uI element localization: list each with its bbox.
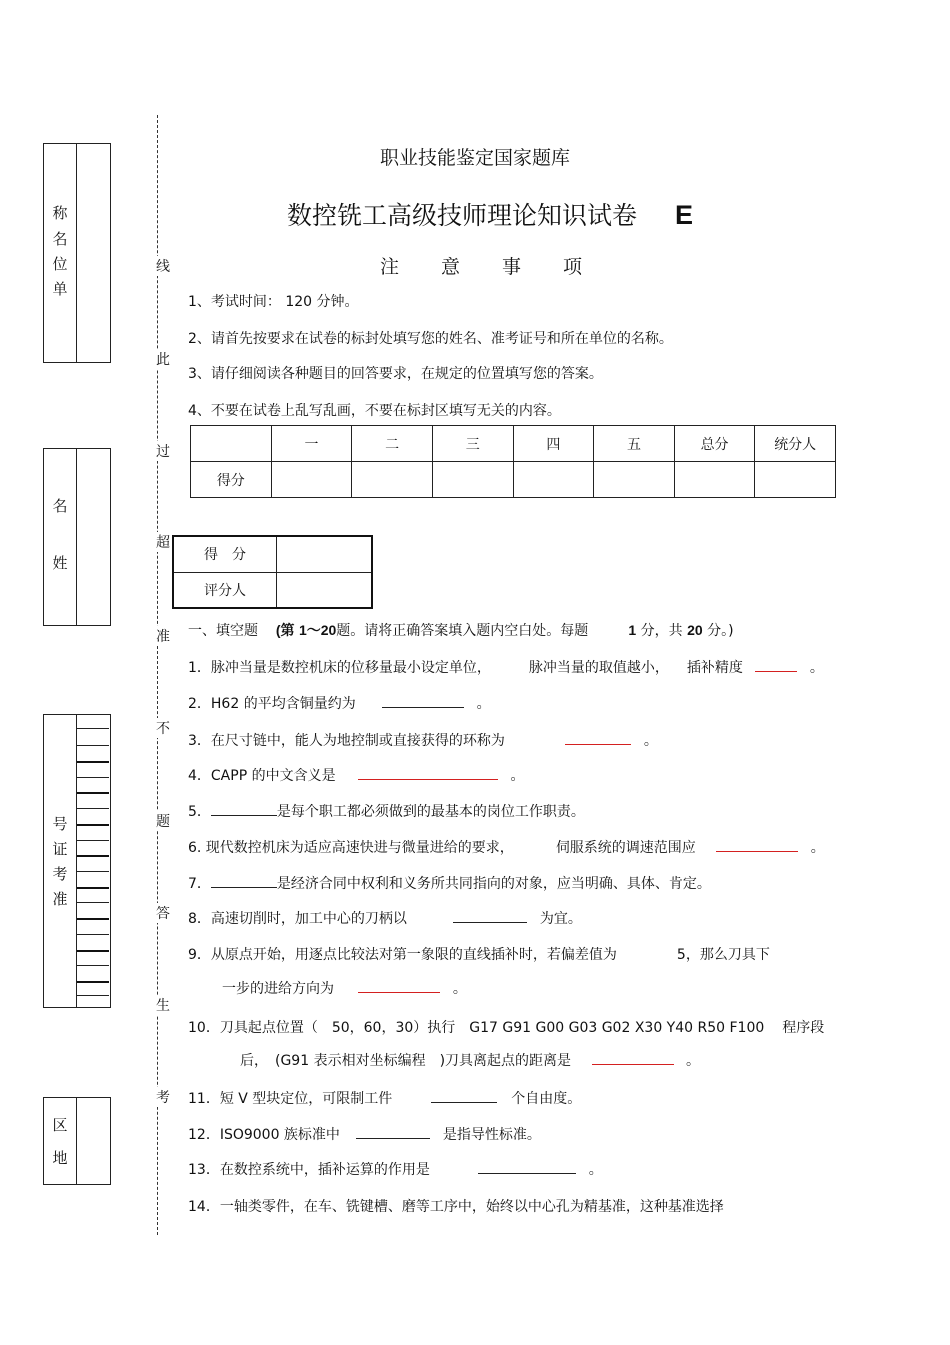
q9-end: 。 bbox=[452, 981, 467, 997]
binding-char: 此 bbox=[153, 349, 173, 369]
section-heading-c: 分，共 bbox=[640, 623, 683, 639]
grader-table bbox=[172, 535, 373, 609]
score-header-cell: 一 bbox=[271, 426, 352, 462]
section-heading-range: 1～20 bbox=[298, 622, 337, 638]
seal-stub bbox=[77, 855, 109, 857]
question-10-cont bbox=[240, 1050, 700, 1070]
section-heading-prefix: 一、填空题 bbox=[188, 623, 258, 639]
score-cell bbox=[352, 462, 433, 498]
q8-answer-blank[interactable] bbox=[453, 908, 527, 923]
seal-char: 位 bbox=[52, 255, 68, 273]
question-10 bbox=[188, 1017, 824, 1037]
seal-stub bbox=[77, 981, 109, 983]
grader-name-cell bbox=[277, 572, 373, 608]
score-header-cell: 三 bbox=[432, 426, 513, 462]
q4-end: 。 bbox=[510, 768, 525, 784]
q1-text-b: 脉冲当量的取值越小， bbox=[528, 660, 669, 676]
seal-char: 名 bbox=[52, 230, 68, 248]
seal-stub bbox=[77, 808, 109, 809]
question-13 bbox=[188, 1159, 603, 1179]
question-5 bbox=[188, 801, 585, 821]
seal-char: 号 bbox=[52, 815, 68, 833]
q2-end: 。 bbox=[476, 696, 491, 712]
question-1 bbox=[188, 657, 824, 677]
seal-box-unit bbox=[43, 143, 111, 363]
org-title: 职业技能鉴定国家题库 bbox=[379, 147, 570, 169]
grader-score-label: 得 分 bbox=[173, 536, 277, 572]
seal-char: 证 bbox=[52, 840, 68, 858]
q5-text-a: 5． bbox=[188, 804, 211, 820]
seal-char: 准 bbox=[52, 890, 68, 908]
q6-answer-blank[interactable] bbox=[716, 837, 798, 852]
q6-end: 。 bbox=[810, 840, 825, 856]
q7-text-b: 是经济合同中权利和义务所共同指向的对象，应当明确、具体、肯定。 bbox=[276, 876, 711, 892]
exam-title-text: 数控铣工高级技师理论知识试卷 bbox=[287, 201, 638, 230]
q9-answer-blank[interactable] bbox=[358, 978, 440, 993]
question-9 bbox=[188, 944, 770, 964]
seal-stub bbox=[77, 871, 109, 872]
q10-text-c: 后， (G91 表示相对坐标编程 )刀具离起点的距离是 bbox=[240, 1053, 572, 1069]
score-header-cell: 二 bbox=[352, 426, 433, 462]
section-heading-b: 题。请将正确答案填入题内空白处。每题 bbox=[336, 623, 589, 639]
seal-stub bbox=[77, 777, 109, 778]
q10-answer-blank[interactable] bbox=[592, 1050, 674, 1065]
q2-text-a: 2．H62 的平均含铜量约为 bbox=[188, 696, 356, 712]
seal-stub bbox=[77, 728, 109, 729]
q13-text-a: 13．在数控系统中，插补运算的作用是 bbox=[188, 1162, 430, 1178]
seal-char: 地 bbox=[52, 1149, 68, 1167]
seal-char: 名 bbox=[52, 497, 68, 515]
score-cell bbox=[271, 462, 352, 498]
q8-text-b: 为宜。 bbox=[539, 911, 582, 927]
score-cell bbox=[674, 462, 755, 498]
question-4 bbox=[188, 765, 525, 785]
q7-text-a: 7． bbox=[188, 876, 211, 892]
grader-name-label: 评分人 bbox=[173, 572, 277, 608]
q6-text-b: 伺服系统的调速范围应 bbox=[555, 840, 696, 856]
seal-stub bbox=[77, 761, 109, 763]
binding-line bbox=[157, 115, 158, 1235]
q10-text-a: 10．刀具起点位置（ 50，60，30）执行 G17 G91 G00 G03 G02 X30 Y40 R50 F100 bbox=[188, 1020, 765, 1036]
seal-char: 区 bbox=[52, 1116, 68, 1134]
seal-stub bbox=[77, 965, 109, 966]
q9-text-b: 5，那么刀具下 bbox=[676, 947, 770, 963]
q10-text-b: 程序段 bbox=[782, 1020, 825, 1036]
seal-char: 单 bbox=[52, 280, 68, 298]
binding-char: 答 bbox=[153, 903, 173, 923]
q9-text-a: 9．从原点开始，用逐点比较法对第一象限的直线插补时，若偏差值为 bbox=[188, 947, 617, 963]
section-heading bbox=[188, 620, 734, 640]
seal-stub bbox=[77, 792, 109, 794]
q11-text-b: 个自由度。 bbox=[511, 1091, 582, 1107]
score-table bbox=[190, 425, 836, 498]
seal-box-name bbox=[43, 448, 111, 626]
question-11 bbox=[188, 1088, 581, 1108]
q8-text-a: 8．高速切削时，加工中心的刀柄以 bbox=[188, 911, 407, 927]
section-heading-a: (第 bbox=[275, 622, 295, 638]
q12-text-a: 12．ISO9000 族标准中 bbox=[188, 1127, 340, 1143]
q6-text-a: 6. 现代数控机床为适应高速快进与微量进给的要求， bbox=[188, 840, 514, 856]
question-12 bbox=[188, 1124, 541, 1144]
q11-text-a: 11．短 V 型块定位，可限制工件 bbox=[188, 1091, 393, 1107]
q13-answer-blank[interactable] bbox=[478, 1159, 576, 1174]
notice-3: 3、请仔细阅读各种题目的回答要求，在规定的位置填写您的答案。 bbox=[188, 366, 603, 382]
q7-answer-blank[interactable] bbox=[211, 873, 277, 888]
q9-text-c: 一步的进给方向为 bbox=[222, 981, 334, 997]
grader-score-cell bbox=[277, 536, 373, 572]
q1-text-c: 插补精度 bbox=[686, 660, 743, 676]
score-header-cell: 总分 bbox=[674, 426, 755, 462]
score-row-label: 得分 bbox=[191, 462, 272, 498]
seal-stub bbox=[77, 902, 109, 903]
q11-answer-blank[interactable] bbox=[431, 1088, 497, 1103]
score-header-cell: 四 bbox=[513, 426, 594, 462]
binding-char: 不 bbox=[153, 718, 173, 738]
q10-end: 。 bbox=[685, 1053, 700, 1069]
binding-char: 题 bbox=[153, 811, 173, 831]
q4-answer-blank[interactable] bbox=[358, 765, 498, 780]
notice-1: 1、考试时间： 120 分钟。 bbox=[188, 294, 359, 310]
question-8 bbox=[188, 908, 582, 928]
binding-char: 准 bbox=[153, 626, 173, 646]
question-2 bbox=[188, 693, 491, 713]
question-3 bbox=[188, 730, 658, 750]
q1-answer-blank[interactable] bbox=[755, 657, 797, 672]
binding-char: 线 bbox=[153, 256, 173, 276]
q14-text-a: 14．一轴类零件，在车、铣键槽、磨等工序中，始终以中心孔为精基准，这种基准选择 bbox=[188, 1199, 724, 1215]
exam-title bbox=[287, 196, 693, 232]
exam-letter: E bbox=[675, 200, 694, 230]
question-7 bbox=[188, 873, 711, 893]
question-14 bbox=[188, 1196, 724, 1216]
section-heading-per: 1 bbox=[628, 622, 637, 638]
seal-stub bbox=[77, 918, 109, 920]
seal-char: 考 bbox=[52, 865, 68, 883]
score-cell bbox=[432, 462, 513, 498]
q3-text-a: 3．在尺寸链中，能人为地控制或直接获得的环称为 bbox=[188, 733, 505, 749]
score-header-cell bbox=[191, 426, 272, 462]
score-header-cell: 五 bbox=[594, 426, 675, 462]
binding-char: 考 bbox=[153, 1087, 173, 1107]
q3-answer-blank[interactable] bbox=[565, 730, 631, 745]
q12-text-b: 是指导性标准。 bbox=[442, 1127, 541, 1143]
section-heading-total: 20 bbox=[687, 622, 703, 638]
seal-stub bbox=[77, 824, 109, 826]
notice-title: 注意事项 bbox=[380, 256, 625, 278]
score-cell bbox=[594, 462, 675, 498]
score-cell bbox=[755, 462, 836, 498]
seal-char: 姓 bbox=[52, 554, 68, 572]
score-header-cell: 统分人 bbox=[755, 426, 836, 462]
seal-stub bbox=[77, 995, 109, 996]
seal-stub bbox=[77, 745, 109, 746]
seal-stub bbox=[77, 950, 109, 952]
seal-char: 称 bbox=[52, 204, 68, 222]
q13-end: 。 bbox=[588, 1162, 603, 1178]
seal-box-exam-number bbox=[43, 714, 111, 1008]
notice-2: 2、请首先按要求在试卷的标封处填写您的姓名、准考证号和所在单位的名称。 bbox=[188, 331, 673, 347]
q1-end: 。 bbox=[809, 660, 824, 676]
section-heading-d: 分。) bbox=[707, 623, 734, 639]
binding-char: 生 bbox=[153, 995, 173, 1015]
binding-char: 超 bbox=[153, 532, 173, 552]
q2-answer-blank[interactable] bbox=[382, 693, 464, 708]
q1-text-a: 1．脉冲当量是数控机床的位移量最小设定单位， bbox=[188, 660, 491, 676]
q5-text-b: 是每个职工都必须做到的最基本的岗位工作职责。 bbox=[276, 804, 585, 820]
q4-text-a: 4．CAPP 的中文含义是 bbox=[188, 768, 336, 784]
q12-answer-blank[interactable] bbox=[356, 1124, 430, 1139]
question-6 bbox=[188, 837, 825, 857]
score-cell bbox=[513, 462, 594, 498]
q3-end: 。 bbox=[643, 733, 658, 749]
question-9-cont bbox=[222, 978, 467, 998]
seal-stub bbox=[77, 934, 109, 935]
seal-stub bbox=[77, 887, 109, 889]
seal-stub bbox=[77, 840, 109, 841]
seal-box-region bbox=[43, 1097, 111, 1185]
notice-4: 4、不要在试卷上乱写乱画，不要在标封区填写无关的内容。 bbox=[188, 403, 561, 419]
q5-answer-blank[interactable] bbox=[211, 801, 277, 816]
binding-char: 过 bbox=[153, 441, 173, 461]
